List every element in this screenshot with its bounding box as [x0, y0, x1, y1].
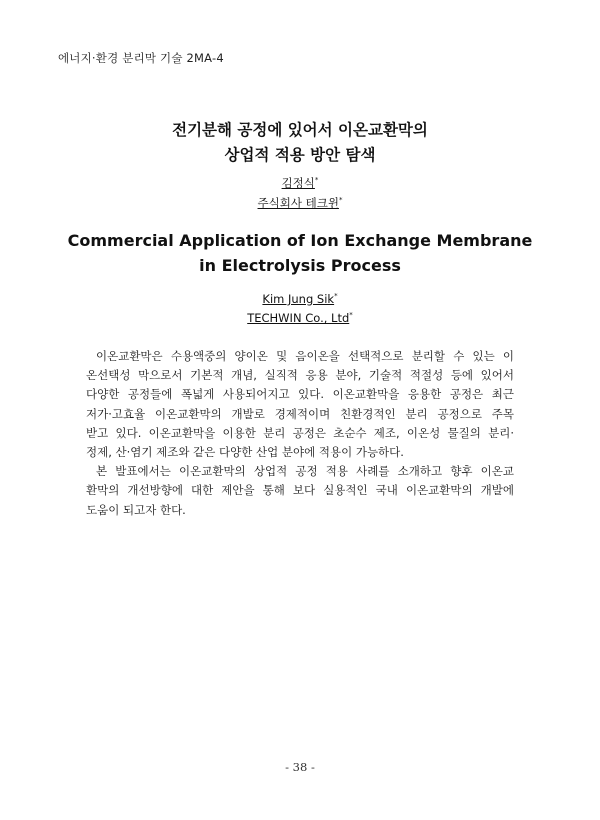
- korean-affiliation-name: 주식회사 테크윈: [257, 196, 339, 210]
- session-header: 에너지·환경 분리막 기술 2MA-4: [58, 51, 224, 65]
- abstract-line: 받고 있다. 이온교환막을 이용한 분리 공정은 초순수 제조, 이온성 물질의 분리·: [86, 425, 514, 440]
- english-affiliation-mark: *: [349, 311, 353, 320]
- korean-title-line-1: 전기분해 공정에 있어서 이온교환막의: [172, 121, 428, 139]
- english-author: [0, 292, 600, 306]
- abstract-line: 본 발표에서는 이온교환막의 상업적 공정 적용 사례를 소개하고 향후 이온교: [96, 464, 514, 479]
- abstract-line: 환막의 개선방향에 대한 제안을 통해 보다 실용적인 국내 이온교환막의 개발에: [86, 483, 514, 498]
- abstract-line: 저가·고효율 이온교환막의 개발로 경제적이며 친환경적인 분리 공정으로 주목: [86, 406, 514, 421]
- abstract-line: 정제, 산·염기 제조와 같은 다양한 산업 분야에 적용이 가능하다.: [86, 444, 404, 459]
- abstract-line: 이온교환막은 수용액중의 양이온 및 음이온을 선택적으로 분리할 수 있는 이: [96, 349, 514, 363]
- korean-author-mark: *: [314, 176, 319, 185]
- english-affiliation: [0, 311, 600, 325]
- english-title-line-2: in Electrolysis Process: [199, 256, 401, 275]
- english-title-line-1: Commercial Application of Ion Exchange Membrane: [67, 231, 533, 250]
- korean-author: [0, 175, 600, 191]
- abstract-line: 다양한 공정들에 폭넓게 사용되어지고 있다. 이온교환막을 응용한 공정은 최근: [86, 387, 514, 402]
- abstract-line: 온선택성 막으로서 기본적 개념, 실직적 응용 분야, 기술적 적절성 등에 있어서: [86, 368, 514, 383]
- english-author-name: Kim Jung Sik: [262, 292, 335, 306]
- page-number: - 38 -: [285, 760, 315, 774]
- korean-affiliation-mark: *: [338, 196, 343, 205]
- abstract-body: [86, 347, 514, 520]
- abstract-line: 도움이 되고자 한다.: [86, 502, 186, 517]
- english-author-mark: *: [334, 292, 338, 301]
- english-affiliation-name: TECHWIN Co., Ltd: [247, 311, 350, 325]
- korean-title-line-2: 상업적 적용 방안 탐색: [224, 146, 376, 164]
- english-title: [0, 228, 600, 278]
- korean-affiliation: [0, 195, 600, 211]
- korean-title: [0, 118, 600, 168]
- korean-author-name: 김정식: [281, 176, 315, 190]
